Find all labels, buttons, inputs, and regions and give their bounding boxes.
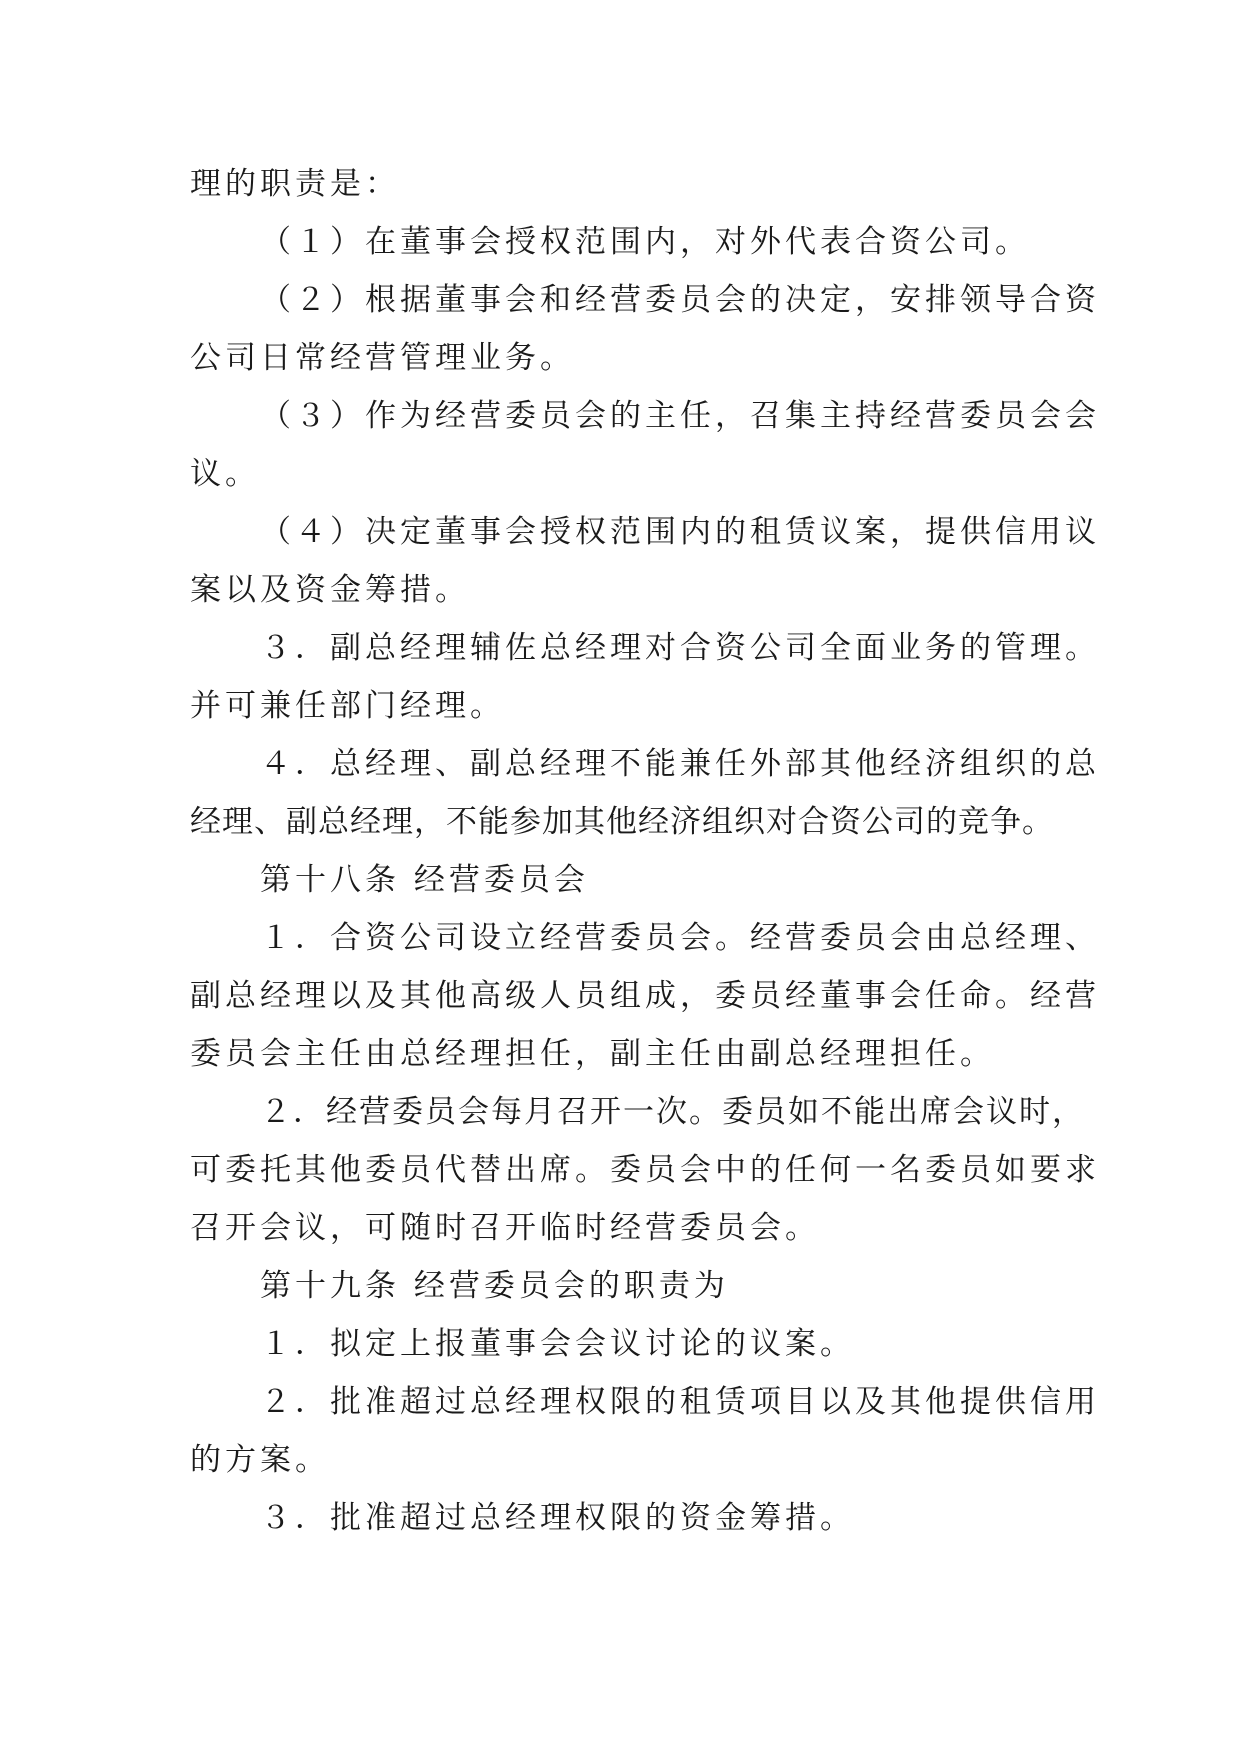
text-line-16: 委员会主任由总经理担任，副主任由副总经理担任。 [190, 1036, 995, 1072]
text-line-14: １．合资公司设立经营委员会。经营委员会由总经理、 [260, 920, 1100, 956]
text-line-21: １．拟定上报董事会会议讨论的议案。 [260, 1326, 855, 1362]
text-line-12: 经理、副总经理，不能参加其他经济组织对合资公司的竞争。 [190, 804, 1054, 840]
text-line-17: ２．经营委员会每月召开一次。委员如不能出席会议时， [260, 1094, 1085, 1130]
text-line-3: （２）根据董事会和经营委员会的决定，安排领导合资 [260, 282, 1100, 318]
text-line-19: 召开会议，可随时召开临时经营委员会。 [190, 1210, 820, 1246]
text-line-8: 案以及资金筹措。 [190, 572, 470, 608]
text-line-23: 的方案。 [190, 1442, 330, 1478]
text-line-10: 并可兼任部门经理。 [190, 688, 505, 724]
article-19-heading: 第十九条 经营委员会的职责为 [260, 1268, 729, 1304]
article-18-heading: 第十八条 经营委员会 [260, 862, 589, 898]
text-line-5: （３）作为经营委员会的主任，召集主持经营委员会会 [260, 398, 1100, 434]
text-line-11: ４．总经理、副总经理不能兼任外部其他经济组织的总 [260, 746, 1100, 782]
text-line-22: ２．批准超过总经理权限的租赁项目以及其他提供信用 [260, 1384, 1100, 1420]
text-line-9: ３．副总经理辅佐总经理对合资公司全面业务的管理。 [260, 630, 1100, 666]
text-line-18: 可委托其他委员代替出席。委员会中的任何一名委员如要求 [190, 1152, 1100, 1188]
text-line-15: 副总经理以及其他高级人员组成，委员经董事会任命。经营 [190, 978, 1100, 1014]
text-line-6: 议。 [190, 456, 260, 492]
text-line-24: ３．批准超过总经理权限的资金筹措。 [260, 1500, 855, 1536]
text-line-1: 理的职责是： [190, 166, 400, 202]
document-body [190, 155, 1100, 1547]
text-line-7: （４）决定董事会授权范围内的租赁议案，提供信用议 [260, 514, 1100, 550]
text-line-2: （１）在董事会授权范围内，对外代表合资公司。 [260, 224, 1030, 260]
text-line-4: 公司日常经营管理业务。 [190, 340, 575, 376]
